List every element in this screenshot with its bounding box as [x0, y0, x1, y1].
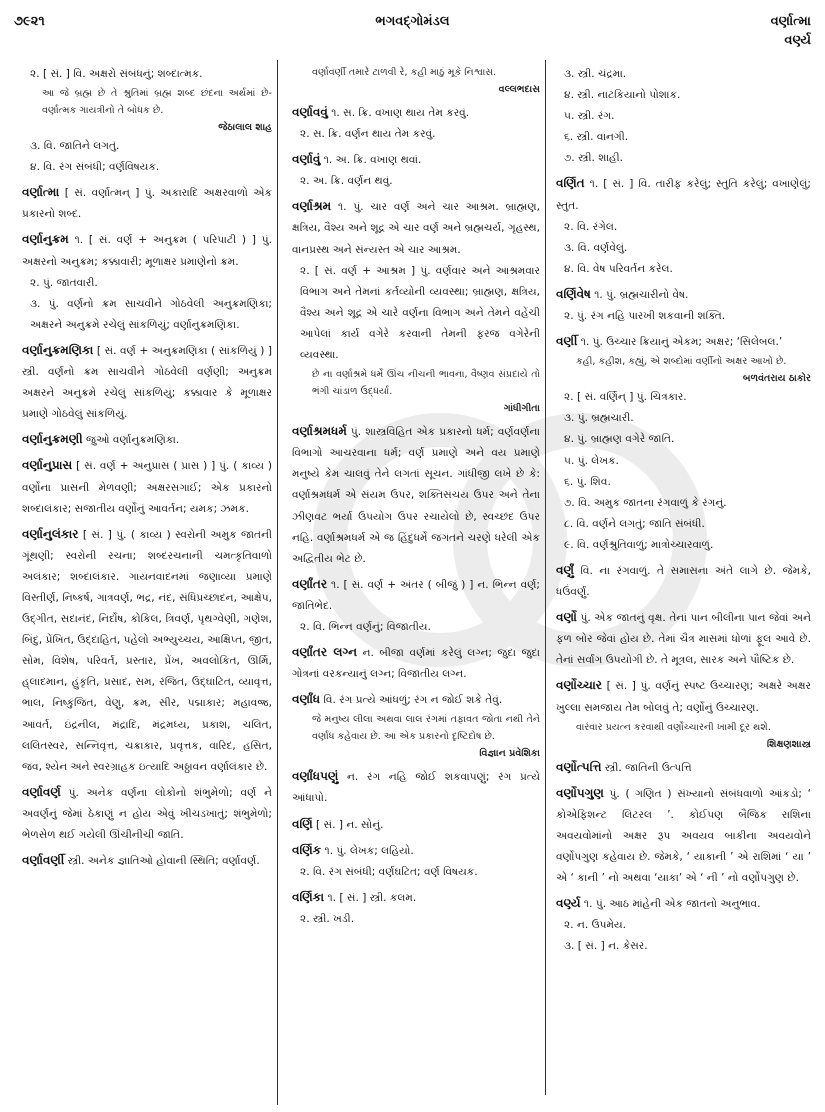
definition-sense: ૩. વિ. જાતિને લગતું. — [30, 140, 120, 153]
definition-text: ૧. [ સં. ] વિ. તારીફ કરેલું; સ્તુતિ કરેલું; વખાણેલું; સ્તુત. — [556, 178, 811, 212]
dictionary-entry — [556, 560, 811, 603]
citation-source: જેઠાલાલ શાહ — [218, 122, 272, 134]
definition-sense: ૨. [ સં. ] વિ. અક્ષરો સંબંધનું; શબ્દાત્મક. — [30, 68, 203, 80]
headword: વર્ણાનુલંકાર — [22, 526, 79, 541]
citation-source: બળવંતરાય ઠાકોર — [742, 373, 811, 385]
headword: વર્ણિ — [292, 816, 313, 831]
dictionary-entry — [556, 284, 811, 327]
definition-sense: ૨. સ. ક્રિ. વર્ણન થાય તેમ કરવું. — [300, 128, 436, 141]
citation-quote: જે મનુષ્ય લીલા અથવા લાલ રંગમાં તફાવત જોતા નથી તેને વર્ણાંધ કહેવાય છે. આ એક પ્રકારનો દૃષ્ટિદોષ છે. — [312, 714, 540, 743]
page-header — [0, 0, 825, 58]
column-2 — [292, 64, 540, 934]
definition-text: ૧. પું. ચાર વર્ણ અને ચાર આશ્રમ. બ્રાહ્મણ, ક્ષત્રિય, વૈશ્ય અને શૂદ્ર એ ચાર વર્ણ અને બ્રહ્મચર્ય, ગૃહસ્થ, વાનપ્રસ્થ અને સંન્યસ્ત એ ચાર આશ્રમ. — [292, 201, 541, 256]
dictionary-entry — [22, 850, 272, 872]
headword: વર્ણાનુપ્રાસ — [22, 458, 73, 473]
dictionary-entry — [556, 331, 811, 556]
headword: વર્ણાવર્ણી — [22, 853, 65, 868]
headword: વર્ણાત્મા — [22, 185, 60, 200]
guide-words — [771, 12, 811, 50]
definition-text: પું. ( ગણિત ) સંખ્યાનો સંબંધવાળો આંકડો; ‘ કોએફિશન્ટ લિટરલ ’. કોઈપણ બૈજિક રાશિના અવયવોમાંનો અક્ષર રૂપ અવયવ બાકીના અવયવોને વર્ણોપગુણ કહેવાય છે. જેમકે, ‘ યાકાની ’ એ રાશિમાં ‘ યા ’ એ ‘ કાની ’ નો અથવા ‘યાકા’ એ ‘ ની ’ નો વર્ણોપગુણ છે. — [556, 787, 812, 885]
headword: વર્ણિકા — [292, 889, 325, 904]
definition-sense: ૭. વિ. અમુક જાતના રંગવાળું કે રંગનું. — [564, 496, 727, 509]
definition-sense: ૫. પું. લેખક. — [564, 454, 619, 467]
definition-sense: ૨. વિ. ભિન્ન વર્ણનું; વિજાતીય. — [300, 620, 431, 633]
citation-quote: આ જે બ્રહ્મ છે તે શ્રુતિમાં બ્રહ્મ શબ્દ છંદના અર્થમાં છે-વર્ણાત્મક ગાયત્રીનો તે બોધક છે. — [42, 88, 272, 117]
dictionary-entry — [556, 607, 811, 671]
citation-source: વિજ્ઞાન પ્રવેશિકા — [479, 748, 540, 760]
dictionary-entry — [22, 64, 272, 178]
definition-sense: ૪. સ્ત્રી. નાટકિયાનો પોશાક. — [564, 89, 681, 102]
definition-sense: ૨. [ સં. વર્ણ + આશ્રમ ] પું. વર્ણવાર અને આશ્રમવાર વિભાગ અને તેમનાં કર્તવ્યોની વ્યવસ્થા; બ્રાહ્મણ, ક્ષત્રિય, વૈશ્ય અને શૂદ્ર એ ચારે વર્ણના વિભાગ અને તેમને વહેંચી આપેલાં કાર્ય વગેરે કરવાની તેમની ફરજ વગેરેની વ્યવસ્થા. — [300, 264, 540, 362]
definition-text: ૧. અ. ક્રિ. વખાણ થવાં. — [323, 154, 422, 167]
definition-text: [ સં. વર્ણ + અનુક્રમણિકા ( સાંકળિયું ) ] સ્ત્રી. વર્ણનો ક્રમ સાચવીને ગોઠવેલી વર્ણણી; અનુક્રમ અક્ષરને અનુક્રમે રચેલું સાંકળિયું; કક્કાવાર કે મૂળાક્ષર પ્રમાણે ગોઠવેલું સાંકળિયું. — [22, 344, 272, 421]
definition-text: જુઓ વર્ણાનુક્રમણિકા. — [86, 434, 180, 447]
dictionary-entry — [292, 196, 540, 417]
headword: વર્ણી — [556, 334, 578, 349]
headword: વર્ણિક — [292, 842, 322, 857]
dictionary-entry — [292, 149, 540, 192]
dictionary-entry — [22, 524, 272, 778]
definition-sense: ૨. અ. ક્રિ. વર્ણન થવું. — [300, 175, 393, 188]
column-1 — [22, 64, 272, 876]
headword: વર્ણાશ્રમ — [292, 199, 332, 214]
citation-quote: વર્ણાવર્ણી તમારે ટાળવી રે, કહી માઠું મૂકે નિશ્વાસ. — [312, 67, 497, 78]
definition-text: વિ. ના રંગવાળું. તે સમાસના અંતે લાગે છે. જેમકે, ધઉંવર્ણું. — [556, 564, 812, 599]
definition-sense: ૪. પું. બ્રાહ્મણ વગેરે જાતિ. — [564, 433, 675, 446]
definition-sense: ૬. સ્ત્રી. વાનગી. — [564, 131, 629, 144]
headword: વર્ણાનુક્રમ — [22, 232, 69, 247]
dictionary-entry — [292, 421, 540, 570]
definition-sense: ૩. [ સં. ] ન. કેસર. — [564, 940, 648, 953]
dictionary-entry — [22, 182, 272, 225]
headword: વર્ણાંતર — [292, 576, 328, 591]
column-3 — [556, 64, 811, 961]
dictionary-entry — [292, 574, 540, 638]
definition-text: [ સં. વર્ણ + અનુપ્રાસ ( પ્રાસ ) ] પું. ( કાવ્ય ) વર્ણોના પ્રાસની મેળવણી; અક્ષરસગાઈ; એક પ્રકારનો શબ્દાલંકાર; સજાતીય વર્ણોનું આવર્તન; યમક; ઝમક. — [22, 460, 272, 515]
guide-word-last: વર્ણ્ય — [784, 33, 811, 48]
definition-sense: ૨. ન. ઉપમેય. — [564, 919, 626, 932]
dictionary-entry — [22, 340, 272, 425]
dictionary-entry — [556, 757, 811, 779]
page-title: ભગવદ્ગોમંડલ — [375, 14, 450, 29]
dictionary-entry — [22, 782, 272, 846]
definition-sense: ૨. પું. જાતવારી. — [30, 276, 98, 289]
dictionary-entry — [292, 689, 540, 762]
headword: વર્ણ્ય — [556, 896, 581, 911]
dictionary-entry — [292, 814, 540, 836]
definition-sense: ૩. વિ. વર્ણવેલું. — [564, 241, 628, 254]
definition-sense: ૩. પું. વર્ણનો ક્રમ સાચવીને ગોઠવેલી અનુક્રમણિકા; અક્ષરને અનુક્રમે રચેલું સાંકળિયું; વર્ણાનુક્રમણિકા. — [30, 297, 272, 331]
dictionary-entry — [556, 893, 811, 957]
definition-sense: ૪. વિ. રંગ સંબંધી; વર્ણવિષયક. — [30, 161, 160, 174]
dictionary-entry — [22, 429, 272, 451]
definition-sense: ૩. પું. બ્રહ્મચારી. — [564, 412, 634, 425]
definition-text: [ સં. ] ન. સોનું. — [316, 818, 384, 831]
citation-source: વલ્લભદાસ — [498, 84, 540, 95]
page-number: ૭૯૨૧ — [14, 14, 45, 29]
definition-sense: ૩. સ્ત્રી. ચંદ્રમા. — [564, 68, 627, 80]
dictionary-entry — [22, 229, 272, 335]
guide-word-first: વર્ણાત્મા — [770, 14, 811, 29]
headword: વર્ણાંધ — [292, 692, 321, 707]
dictionary-entry — [556, 173, 811, 279]
definition-text: વિ. રંગ પ્રત્યે આંધળું; રંગ ન જોઈ શકે તેવું. — [323, 694, 503, 707]
definition-sense: ૨. વિ. રંગેલ. — [564, 220, 618, 233]
definition-text: ૧. પું. આઠ માંહેની એક જાતનો અનુભાવ. — [583, 898, 761, 911]
dictionary-entry — [556, 783, 811, 889]
headword: વર્ણો — [556, 610, 577, 625]
citation-source: ગાંધીગીતા — [503, 403, 540, 415]
definition-text: ૧. [ સં. ] સ્ત્રી. કલમ. — [327, 891, 417, 904]
dictionary-entry — [556, 675, 811, 752]
headword: વર્ણોત્પત્તિ — [556, 759, 602, 774]
definition-sense: ૫. સ્ત્રી. રંગ. — [564, 110, 615, 123]
definition-text: [ સં. વર્ણાત્મન્ ] પું. અકારાદિ અક્ષરવાળો એક પ્રકારનો શબ્દ. — [22, 187, 272, 221]
definition-sense: ૨. [ સં. વર્ણિન્ ] પું. ચિત્રકાર. — [564, 391, 687, 404]
definition-text: [ સં. ] પું. વર્ણનું સ્પષ્ટ ઉચ્ચારણ; અક્ષરે અક્ષર ખુલ્લા સમજાય તેમ બોલવું તે; વર્ણોનું ઉચ્ચારણ. — [556, 680, 811, 714]
definition-text: પું. શાસ્ત્રવિહિત એક પ્રકારનો ધર્મ; વર્ણવર્ણના વિભાગો આચરવાના ધર્મ; વર્ણ પ્રમાણે અને વય પ્રમાણે મનુષ્યે કેમ ચાલવું તેને લગતાં સૂચન. ગાંધીજી લખે છે કે: વર્ણાશ્રમધર્મ એ સંયમ ઉપર, શક્તિસંચય ઉપર અને તેના ઝીણવટ ભર્યા ઉપયોગ ઉપર રચાયેલો છે, સ્વચ્છંદ ઉપર નહિ. વર્ણાશ્રમધર્મ એ જ હિંદુધર્મે જગતને ચરણે ધરેલી એક અદ્વિતીય ભેટ છે. — [292, 426, 540, 565]
headword: વર્ણાવવું — [292, 105, 328, 119]
dictionary-entry — [292, 840, 540, 883]
dictionary-entry — [292, 102, 540, 145]
headword: વર્ણાવું — [292, 152, 321, 167]
dictionary-entry — [292, 766, 540, 809]
definition-text: ૧. સ. ક્રિ. વખાણ થાય તેમ કરવું. — [331, 107, 470, 119]
definition-text: ૧. પું. બ્રહ્મચારીનો વેષ. — [594, 288, 689, 301]
definition-sense: ૨. સ્ત્રી. ખડી. — [300, 912, 355, 925]
definition-text: ૧. પું. લેખક; લહિયો. — [324, 844, 414, 857]
citation-quote: છે ના વર્ણાશ્રમે ધર્મે ઊંચ નીચની ભાવના, વૈષ્ણવ સંપ્રદાયે તો ભંગી ચાંડાળ ઉદ્ધર્યા. — [312, 369, 540, 398]
definition-sense: ૮. વિ. વર્ણને લગતું; જાતિ સંબંધી. — [564, 517, 705, 530]
definition-text: સ્ત્રી. અનેક જ્ઞાતિઓ હોવાની સ્થિતિ; વર્ણાવર્ણ. — [67, 855, 260, 868]
dictionary-entry — [556, 64, 811, 169]
dictionary-entry — [22, 455, 272, 519]
dictionary-entry — [292, 642, 540, 685]
headword: વર્ણિવેષ — [556, 286, 591, 301]
dictionary-entry — [292, 64, 540, 98]
definition-text: ન. બીજા વર્ણમાં કરેલું લગ્ન; જુદા જુદા ગોત્રનાં વરકન્યાનું લગ્ન; વિજાતીય લગ્ન. — [292, 647, 540, 681]
headword: વર્ણાંતર લગ્ન — [292, 645, 358, 660]
definition-text: ૧. [ સં. વર્ણ + અંતર ( બીજું ) ] ન. ભિન્ન વર્ણ; જાતિભેદ. — [292, 578, 540, 612]
column-divider-1 — [277, 60, 278, 1105]
headword: વર્ણાવર્ણ — [22, 784, 61, 799]
definition-sense: ૭. સ્ત્રી. શાહી. — [564, 152, 623, 165]
citation-source: શિક્ષણશાસ્ત્ર — [766, 738, 811, 750]
definition-text: પું. અનેક વર્ણના લોકોનો શંભુમેળો; વર્ણ ને અવર્ણનું જેમાં ઠેકાણું ન હોય એવું ખીચડખાતું; શંભુમેળો; ભેળસેળ થઈ ગયેલી ઊંચીનીચી જાતિ. — [22, 786, 272, 841]
definition-text: ૧. પું. ઉચ્ચાર ક્રિયાનું એકમ; અક્ષર; ‘સિલેબલ.’ — [580, 336, 783, 349]
definition-text: પું. એક જાતનું વૃક્ષ. તેનાં પાન બીલીના પાન જેવાં અને ફળ બોર જેવાં હોય છે. તેમાં ચૈત્ર માસમાં ધોળાં ફૂલ આવે છે. તેનાં સર્વાંગ ઉપયોગી છે. તે મૂત્રલ, સારક અને પૌષ્ટિક છે. — [556, 612, 811, 667]
definition-sense: ૨. પું. રંગ નહિ પારખી શકવાની શક્તિ. — [564, 310, 726, 323]
headword: વર્ણાનુક્રમણિકા — [22, 342, 94, 357]
definition-text: ન. રંગ નહિ જોઈ શકવાપણું; રંગ પ્રત્યે આંધાપો. — [292, 771, 540, 805]
citation-quote: વારંવાર પ્રયત્ન કરવાથી વર્ણોચ્ચારની ખામી દૂર થશે. — [576, 721, 771, 733]
definition-text: સ્ત્રી. જાતિની ઉત્પત્તિ — [604, 761, 692, 774]
column-divider-2 — [545, 60, 546, 1095]
definition-sense: ૬. પું. શિવ. — [564, 475, 611, 488]
headword: વર્ણાશ્રમધર્મ — [292, 424, 347, 439]
headword: વર્ણાનુક્રમણી — [22, 432, 83, 447]
definition-sense: ૯. વિ. વર્ણશ્રુતિવાળું; માત્રોચ્ચારવાળું. — [564, 538, 714, 551]
headword: વર્ણોપગુણ — [556, 785, 604, 800]
headword: વર્ણાંધપણું — [292, 769, 339, 784]
dictionary-entry — [292, 887, 540, 930]
definition-sense: ૪. વિ. વેષ પરિવર્તન કરેલ. — [564, 262, 673, 275]
headword: વર્ણોચ્ચાર — [556, 678, 602, 693]
definition-text: [ સં. ] પું. ( કાવ્ય ) સ્વરોની અમુક જાતની ગૂંથણી; સ્વરોની રચના; શબ્દરચનાની ચમત્કૃતિવાળો અલંકાર; શબ્દાલંકાર. ગાયનવાદનમાં જણાવ્યા પ્રમાણે વિસ્તીર્ણ, નિષ્કર્ષ, ગાત્રવર્ણ, ભદ્ર, નંદ, સંધિપ્રચ્છાદન, આક્ષેપ, ઉદ્‌ગીત, સદાનંદ, નિર્દોષ, કોકિલ, ત્રિવર્ણ, પૃથગ્વેણી, ગણેશ, બિંદુ, પ્રેંખિત, ઉદ્દાહિત, પહેલો અભ્યુચ્ચય, આક્ષિપ્ત, જીત, સોમ, વિશેષ, પરિવર્ત, પ્રસ્તાર, પ્રેંખ, અવલોકિત, ઊર્મિ, હ્‌લાદમાન, હુંકૃતિ, પ્રસાદ, સમ, રંજિત, ઉદ્‌ઘાટિત, વ્યાવૃત્ત, ભાલ, નિષ્કુંજિત, વેણુ, ક્રમ, સીર, પદ્માકાર; મહાવજ્ર, આવર્ત, ઇંદ્રનીલ, મંદ્રાદિ, મંદ્રમધ્ય, પ્રકાશ, ચલિત, લલિતસ્વર, સન્નિવૃત્ત, ચક્રાકાર, પ્રવૃત્તક, વારિદ, હસિત, જવ, શ્યેન અને સ્વરગ્રાહક ઇત્યાદિ અઠ્ઠાવન વર્ણાલંકાર છે. — [22, 528, 272, 773]
definition-sense: ૨. વિ. રંગ સંબંધી; વર્ણઘટિત; વર્ણ વિષયક. — [300, 865, 478, 878]
definition-text: ૧. [ સં. વર્ણ + અનુક્રમ ( પરિપાટી ) ] પું. અક્ષરનો અનુક્રમ; કક્કાવારી; મૂળાક્ષર પ્રમાણેનો ક્રમ. — [22, 234, 273, 268]
citation-quote: કહી, કહીશ, કહ્યું, એ શબ્દોમાં વર્ણીનો અક્ષર આખો છે. — [576, 356, 787, 368]
headword: વર્ણિત — [556, 176, 585, 191]
headword: વર્ણું — [556, 562, 574, 577]
